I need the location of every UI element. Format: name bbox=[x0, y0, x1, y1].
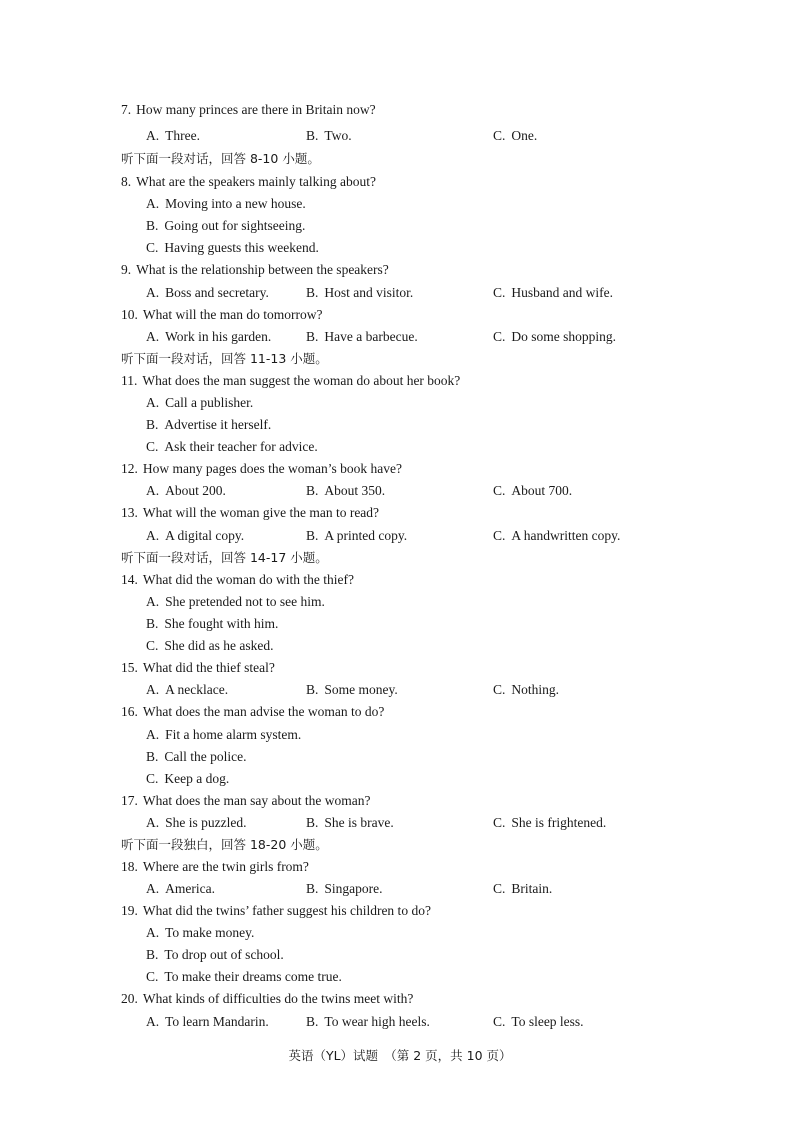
option-c bbox=[493, 527, 620, 545]
question-17 bbox=[121, 792, 370, 810]
option-text: Nothing. bbox=[511, 682, 560, 697]
question-19 bbox=[121, 902, 431, 920]
page-footer: 英语（YL）试题 （第 2 页，共 10 页） bbox=[288, 1048, 512, 1063]
option-text: She is frightened. bbox=[511, 815, 607, 830]
option-label: B. bbox=[146, 417, 159, 432]
option-text: One. bbox=[511, 128, 538, 143]
option-label: A. bbox=[146, 528, 160, 543]
option-a bbox=[146, 924, 254, 942]
option-a bbox=[146, 880, 215, 898]
option-label: A. bbox=[146, 329, 160, 344]
option-text: To wear high heels. bbox=[324, 1014, 430, 1029]
option-label: B. bbox=[306, 528, 319, 543]
option-label: C. bbox=[146, 969, 159, 984]
question-16 bbox=[121, 703, 384, 721]
option-label: C. bbox=[493, 329, 506, 344]
option-b bbox=[306, 482, 385, 500]
option-c bbox=[146, 770, 229, 788]
option-text: Having guests this weekend. bbox=[164, 240, 319, 255]
option-label: C. bbox=[493, 483, 506, 498]
option-text: To sleep less. bbox=[511, 1014, 584, 1029]
option-text: About 200. bbox=[165, 483, 226, 498]
option-text: She fought with him. bbox=[164, 616, 279, 631]
option-text: Husband and wife. bbox=[511, 285, 613, 300]
option-text: Going out for sightseeing. bbox=[164, 218, 306, 233]
option-a bbox=[146, 681, 228, 699]
question-text: What did the woman do with the thief? bbox=[142, 572, 354, 587]
option-b bbox=[306, 527, 407, 545]
option-a bbox=[146, 593, 325, 611]
option-c bbox=[146, 239, 319, 257]
option-c bbox=[146, 637, 274, 655]
option-b bbox=[306, 1013, 430, 1031]
option-a bbox=[146, 127, 200, 145]
option-c bbox=[493, 328, 616, 346]
option-label: A. bbox=[146, 483, 160, 498]
option-text: She did as he asked. bbox=[164, 638, 274, 653]
option-label: C. bbox=[493, 1014, 506, 1029]
option-text: Boss and secretary. bbox=[165, 285, 269, 300]
option-label: A. bbox=[146, 925, 160, 940]
option-label: C. bbox=[146, 240, 159, 255]
option-text: To drop out of school. bbox=[164, 947, 284, 962]
option-b bbox=[306, 880, 383, 898]
option-text: Three. bbox=[165, 128, 200, 143]
option-label: B. bbox=[146, 218, 159, 233]
question-number: 11. bbox=[121, 373, 138, 388]
question-text: What will the woman give the man to read? bbox=[142, 505, 380, 520]
question-text: What did the twins’ father suggest his children to do? bbox=[142, 903, 431, 918]
question-number: 10. bbox=[121, 307, 138, 322]
option-text: She is brave. bbox=[324, 815, 394, 830]
option-text: Call a publisher. bbox=[165, 395, 254, 410]
option-a bbox=[146, 195, 306, 213]
option-label: B. bbox=[306, 483, 319, 498]
option-text: Fit a home alarm system. bbox=[165, 727, 302, 742]
option-text: Ask their teacher for advice. bbox=[164, 439, 318, 454]
option-a bbox=[146, 284, 269, 302]
option-label: B. bbox=[306, 285, 319, 300]
option-text: She pretended not to see him. bbox=[165, 594, 325, 609]
question-11 bbox=[121, 372, 460, 390]
option-text: To make their dreams come true. bbox=[164, 969, 342, 984]
option-text: About 350. bbox=[324, 483, 386, 498]
option-c bbox=[146, 438, 318, 456]
option-c bbox=[493, 880, 552, 898]
option-label: B. bbox=[306, 329, 319, 344]
option-text: A digital copy. bbox=[165, 528, 245, 543]
option-label: C. bbox=[493, 682, 506, 697]
option-text: Advertise it herself. bbox=[164, 417, 272, 432]
option-text: Two. bbox=[324, 128, 352, 143]
option-label: C. bbox=[493, 815, 506, 830]
option-b bbox=[306, 814, 394, 832]
option-a bbox=[146, 1013, 269, 1031]
question-text: What does the man say about the woman? bbox=[142, 793, 371, 808]
option-text: America. bbox=[165, 881, 215, 896]
option-text: Have a barbecue. bbox=[324, 329, 418, 344]
option-text: To make money. bbox=[165, 925, 255, 940]
option-label: B. bbox=[306, 1014, 319, 1029]
option-b bbox=[306, 284, 413, 302]
option-b bbox=[306, 127, 352, 145]
question-13 bbox=[121, 504, 379, 522]
option-text: Britain. bbox=[511, 881, 553, 896]
option-c bbox=[493, 127, 537, 145]
question-18 bbox=[121, 858, 309, 876]
option-text: Some money. bbox=[324, 682, 398, 697]
option-a bbox=[146, 328, 271, 346]
question-number: 16. bbox=[121, 704, 138, 719]
question-number: 19. bbox=[121, 903, 138, 918]
question-number: 18. bbox=[121, 859, 138, 874]
option-label: C. bbox=[146, 771, 159, 786]
question-number: 20. bbox=[121, 991, 138, 1006]
option-b bbox=[306, 681, 398, 699]
option-label: A. bbox=[146, 594, 160, 609]
question-text: Where are the twin girls from? bbox=[142, 859, 309, 874]
question-8 bbox=[121, 173, 376, 191]
option-label: A. bbox=[146, 815, 160, 830]
option-text: A printed copy. bbox=[324, 528, 408, 543]
section-instruction: 听下面一段对话，回答 8-10 小题。 bbox=[121, 151, 320, 166]
option-label: B. bbox=[146, 947, 159, 962]
question-number: 7. bbox=[121, 102, 132, 117]
option-label: A. bbox=[146, 285, 160, 300]
option-label: B. bbox=[306, 128, 319, 143]
section-instruction: 听下面一段独白，回答 18-20 小题。 bbox=[121, 837, 328, 852]
option-text: To learn Mandarin. bbox=[165, 1014, 269, 1029]
option-b bbox=[146, 217, 305, 235]
option-text: Host and visitor. bbox=[324, 285, 414, 300]
option-text: Work in his garden. bbox=[165, 329, 272, 344]
question-20 bbox=[121, 990, 413, 1008]
section-instruction: 听下面一段对话，回答 14-17 小题。 bbox=[121, 550, 328, 565]
question-number: 15. bbox=[121, 660, 138, 675]
option-label: A. bbox=[146, 727, 160, 742]
question-number: 8. bbox=[121, 174, 132, 189]
option-c bbox=[493, 681, 559, 699]
question-text: How many pages does the woman’s book have? bbox=[142, 461, 402, 476]
option-label: B. bbox=[306, 815, 319, 830]
option-label: A. bbox=[146, 128, 160, 143]
question-text: What does the man suggest the woman do about her book? bbox=[142, 373, 461, 388]
option-label: C. bbox=[493, 528, 506, 543]
option-label: B. bbox=[146, 749, 159, 764]
option-a bbox=[146, 482, 226, 500]
option-a bbox=[146, 394, 253, 412]
option-text: Moving into a new house. bbox=[165, 196, 306, 211]
option-text: Keep a dog. bbox=[164, 771, 230, 786]
option-c bbox=[493, 1013, 584, 1031]
question-text: What does the man advise the woman to do? bbox=[142, 704, 385, 719]
option-text: She is puzzled. bbox=[165, 815, 247, 830]
option-label: C. bbox=[146, 638, 159, 653]
question-text: What kinds of difficulties do the twins meet with? bbox=[142, 991, 414, 1006]
question-number: 13. bbox=[121, 505, 138, 520]
option-text: A handwritten copy. bbox=[511, 528, 621, 543]
option-label: A. bbox=[146, 395, 160, 410]
question-9 bbox=[121, 261, 389, 279]
option-label: A. bbox=[146, 682, 160, 697]
question-text: What did the thief steal? bbox=[142, 660, 275, 675]
option-a bbox=[146, 726, 301, 744]
option-label: B. bbox=[146, 616, 159, 631]
option-b bbox=[146, 946, 284, 964]
question-15 bbox=[121, 659, 275, 677]
option-a bbox=[146, 814, 246, 832]
option-label: C. bbox=[493, 881, 506, 896]
option-c bbox=[493, 284, 613, 302]
option-b bbox=[146, 748, 247, 766]
question-text: What will the man do tomorrow? bbox=[142, 307, 323, 322]
option-label: C. bbox=[493, 285, 506, 300]
option-b bbox=[146, 416, 271, 434]
question-number: 9. bbox=[121, 262, 132, 277]
question-number: 17. bbox=[121, 793, 138, 808]
option-c bbox=[493, 482, 572, 500]
question-7 bbox=[121, 101, 376, 119]
question-text: How many princes are there in Britain now? bbox=[136, 102, 376, 117]
option-label: C. bbox=[493, 128, 506, 143]
option-c bbox=[146, 968, 342, 986]
question-text: What is the relationship between the speakers? bbox=[136, 262, 389, 277]
question-number: 12. bbox=[121, 461, 138, 476]
question-number: 14. bbox=[121, 572, 138, 587]
option-text: About 700. bbox=[511, 483, 573, 498]
option-label: B. bbox=[306, 881, 319, 896]
option-c bbox=[493, 814, 606, 832]
question-12 bbox=[121, 460, 402, 478]
option-text: Do some shopping. bbox=[511, 329, 617, 344]
option-a bbox=[146, 527, 244, 545]
option-b bbox=[146, 615, 278, 633]
question-10 bbox=[121, 306, 322, 324]
option-label: A. bbox=[146, 196, 160, 211]
option-label: A. bbox=[146, 881, 160, 896]
option-label: A. bbox=[146, 1014, 160, 1029]
option-b bbox=[306, 328, 418, 346]
option-text: Singapore. bbox=[324, 881, 383, 896]
option-label: B. bbox=[306, 682, 319, 697]
option-text: A necklace. bbox=[165, 682, 229, 697]
option-text: Call the police. bbox=[164, 749, 247, 764]
question-14 bbox=[121, 571, 354, 589]
section-instruction: 听下面一段对话，回答 11-13 小题。 bbox=[121, 351, 328, 366]
option-label: C. bbox=[146, 439, 159, 454]
question-text: What are the speakers mainly talking about? bbox=[136, 174, 377, 189]
